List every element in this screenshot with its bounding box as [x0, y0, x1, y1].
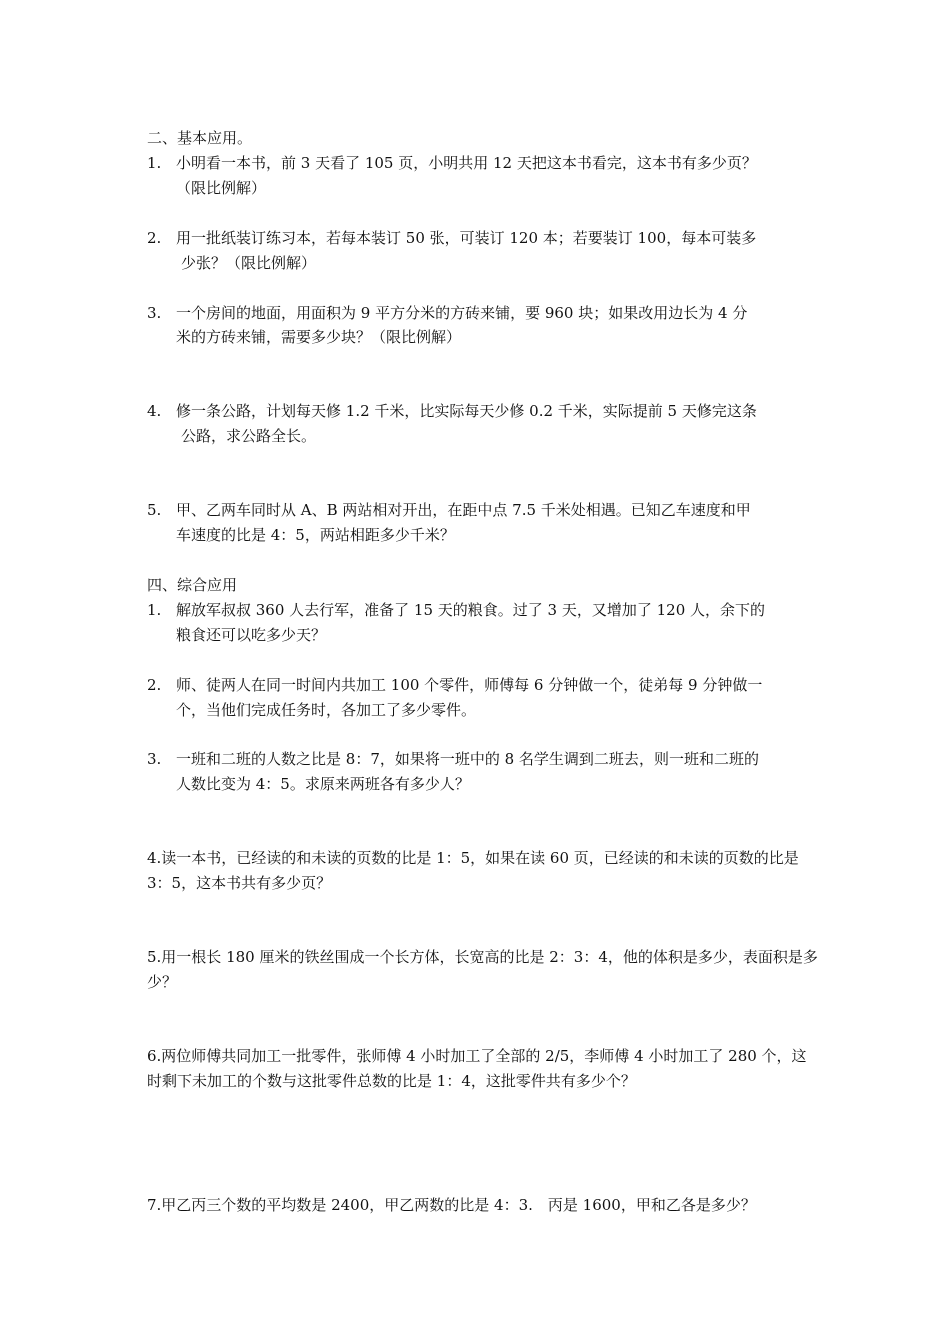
question-text: 解放军叔叔 360 人去行军，准备了 15 天的粮食。过了 3 天，又增加了 120 人，余下的 — [176, 601, 766, 619]
question-text-cont: 3：5，这本书共有多少页？ — [147, 874, 332, 892]
question-number: 2. — [147, 229, 162, 247]
question-number: 1. — [147, 154, 162, 172]
question-text: 一个房间的地面，用面积为 9 平方分米的方砖来铺，要 960 块；如果改用边长为 4 分 — [176, 304, 748, 322]
question-number: 4. — [147, 402, 162, 420]
question-text: 5.用一根长 180 厘米的铁丝围成一个长方体，长宽高的比是 2：3：4，他的体积是多少，表面积是多 — [147, 948, 818, 966]
question-number: 3. — [147, 750, 162, 768]
question-text-cont: （限比例解） — [176, 179, 267, 197]
question-number: 5. — [147, 501, 162, 519]
question-text-cont: 粮食还可以吃多少天？ — [176, 626, 327, 644]
question-text-cont: 少？ — [147, 973, 178, 991]
question-text-cont: 车速度的比是 4：5，两站相距多少千米？ — [176, 526, 455, 544]
question-number: 2. — [147, 676, 162, 694]
question-text-cont: 少张？（限比例解） — [181, 254, 317, 272]
question-text: 6.两位师傅共同加工一批零件，张师傅 4 小时加工了全部的 2/5，李师傅 4 小时加工了 280 个，这 — [147, 1047, 807, 1065]
question-number: 3. — [147, 304, 162, 322]
question-text-cont: 时剩下未加工的个数与这批零件总数的比是 1：4，这批零件共有多少个？ — [147, 1072, 636, 1090]
question-text: 修一条公路，计划每天修 1.2 千米，比实际每天少修 0.2 千米，实际提前 5 天修完这条 — [176, 402, 757, 420]
question-text: 师、徒两人在同一时间内共加工 100 个零件，师傅每 6 分钟做一个，徒弟每 9 分钟做一 — [176, 676, 763, 694]
section-title-comprehensive: 四、综合应用 — [147, 576, 238, 594]
question-number: 1. — [147, 601, 162, 619]
question-text-cont: 米的方砖来铺，需要多少块？（限比例解） — [176, 328, 462, 346]
question-text: 用一批纸装订练习本，若每本装订 50 张，可装订 120 本；若要装订 100，每本可装多 — [176, 229, 757, 247]
section-title-basic: 二、基本应用。 — [147, 129, 253, 147]
question-text: 4.读一本书，已经读的和未读的页数的比是 1：5，如果在读 60 页，已经读的和未读的页数的比是 — [147, 849, 799, 867]
question-text-cont: 人数比变为 4：5。求原来两班各有多少人？ — [176, 775, 470, 793]
question-text: 一班和二班的人数之比是 8：7，如果将一班中的 8 名学生调到二班去，则一班和二班的 — [176, 750, 759, 768]
question-text: 7.甲乙丙三个数的平均数是 2400，甲乙两数的比是 4：3. 丙是 1600，甲和乙各是多少？ — [147, 1196, 756, 1214]
question-text-cont: 公路，求公路全长。 — [181, 427, 317, 445]
question-text: 小明看一本书，前 3 天看了 105 页，小明共用 12 天把这本书看完，这本书有多少页？ — [176, 154, 757, 172]
question-text-cont: 个，当他们完成任务时，各加工了多少零件。 — [176, 701, 477, 719]
question-text: 甲、乙两车同时从 A、B 两站相对开出，在距中点 7.5 千米处相遇。已知乙车速度和甲 — [176, 501, 751, 519]
